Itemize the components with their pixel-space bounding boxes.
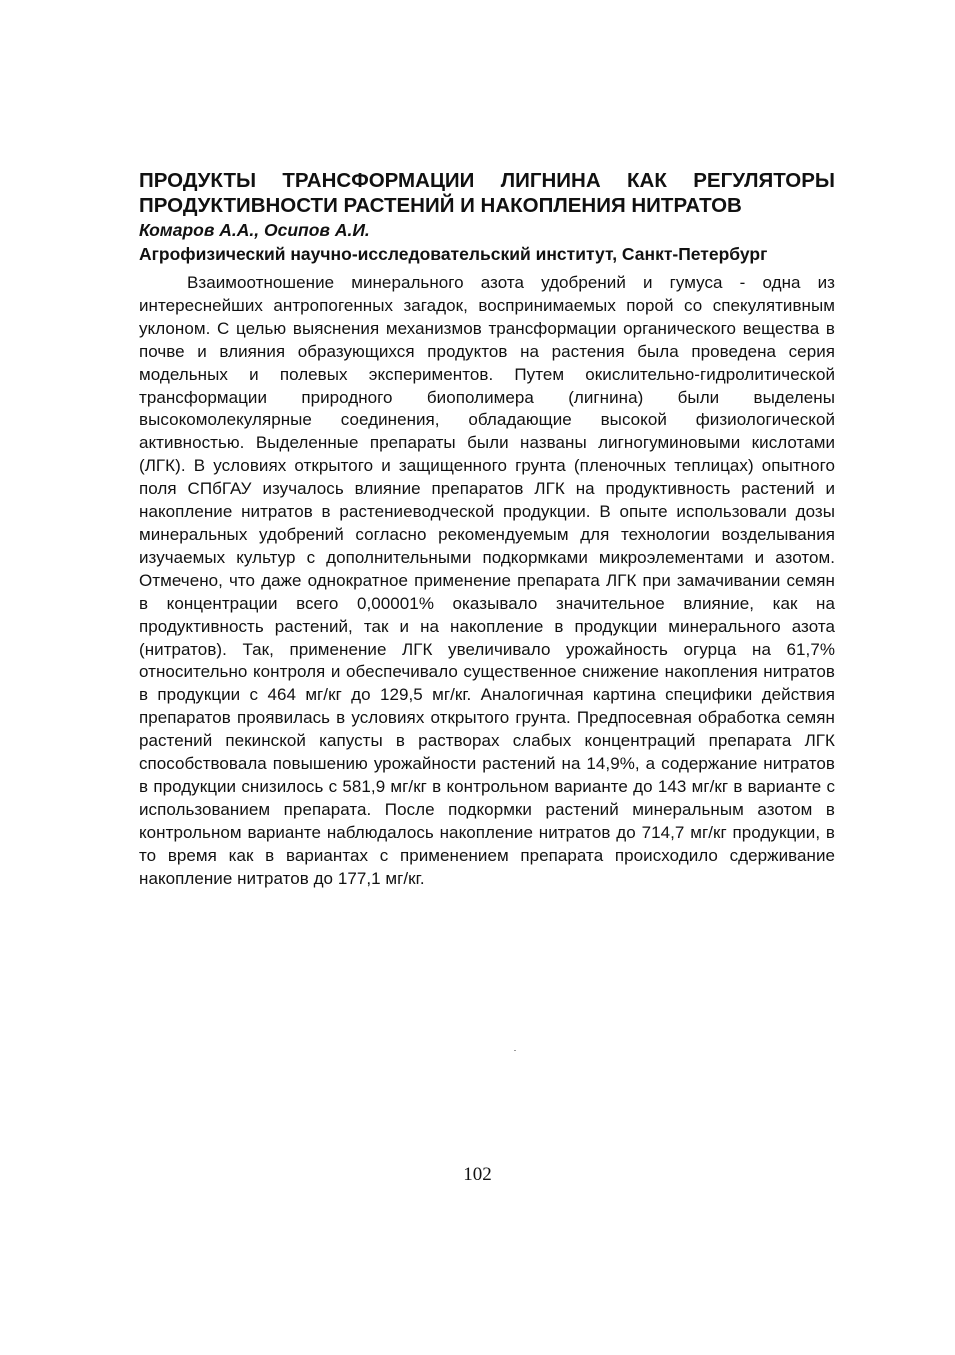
article-title-line-1: ПРОДУКТЫ ТРАНСФОРМАЦИИ ЛИГНИНА КАК РЕГУЛЯТОРЫ [139,169,835,192]
article-abstract: Взаимоотношение минерального азота удобрений и гумуса - одна из интереснейших антропогенных загадок, воспринимаемых порой со спекулятивным уклоном. С целью выяснения механизмов трансформации органического вещества в почве и влияния образующихся продуктов на растения была проведена серия модельных и полевых экспериментов. Путем окислительно-гидролитической трансформации природного биополимера (лигнина) были выделены высокомолекулярные соединения, обладающие высокой физиологической активностью. Выделенные препараты были названы лигногуминовыми кислотами (ЛГК). В условиях открытого и защищенного грунта (пленочных теплицах) опытного поля СПбГАУ изучалось влияние препаратов ЛГК на продуктивность растений и накопление нитратов в растениеводческой продукции. В опыте использовали дозы минеральных удобрений согласно рекомендуемым для технологии возделывания изучаемых культур с дополнительными подкормками микроэлементами и азотом. Отмечено, что даже однократное применение препарата ЛГК при замачивании семян в концентрации всего 0,00001% оказывало значительное влияние, как на продуктивность растений, так и на накопление в продукции минерального азота (нитратов). Так, применение ЛГК увеличивало урожайность огурца на 61,7% относительно контроля и обеспечивало существенное снижение накопления нитратов в продукции с 464 мг/кг до 129,5 мг/кг. Аналогичная картина специфики действия препаратов проявилась в условиях открытого грунта. Предпосевная обработка семян растений пекинской капусты в растворах слабых концентраций препарата ЛГК способствовала повышению урожайности растений на 14,9%, а содержание нитратов в продукции снизилось с 581,9 мг/кг в контрольном варианте до 143 мг/кг в варианте с использованием препарата. После подкормки растений минеральным азотом в контрольном варианте наблюдалось накопление нитратов до 714,7 мг/кг продукции, в то время как в вариантах с применением препарата происходило сдерживание накопление нитратов до 177,1 мг/кг. [139,273,835,888]
scan-speck [514,1050,516,1051]
article-affiliation: Агрофизический научно-исследовательский институт, Санкт-Петербург [139,244,768,264]
article [139,168,835,890]
page-number: 102 [463,1164,492,1185]
article-title [139,168,835,218]
article-title-line-2: ПРОДУКТИВНОСТИ РАСТЕНИЙ И НАКОПЛЕНИЯ НИТРАТОВ [139,194,742,217]
article-authors: Комаров А.А., Осипов А.И. [139,220,370,240]
